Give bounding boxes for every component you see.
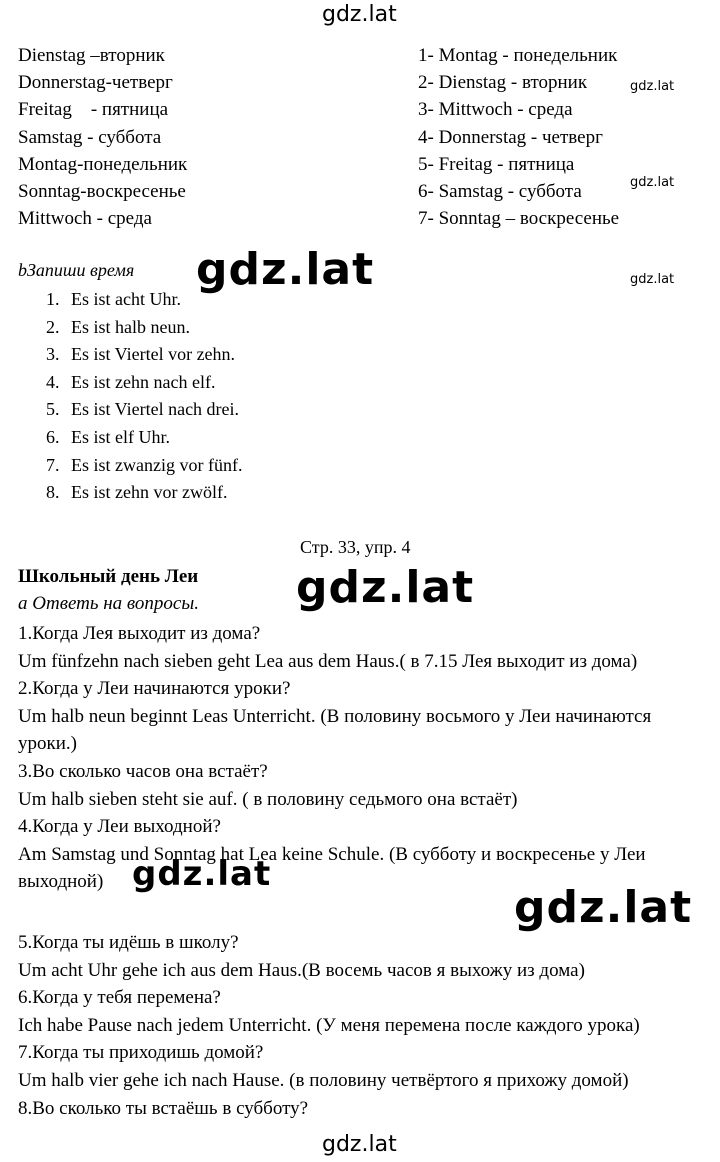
qa-line: Um halb sieben steht sie auf. ( в половину седьмого она встаёт) [18, 788, 518, 810]
watermark-large-2: gdz.lat [296, 562, 475, 613]
time-list [46, 286, 242, 507]
day-right-6: 6- Samstag - суббота [418, 181, 582, 203]
time-item-number: 2. [46, 316, 60, 337]
time-item-text: Es ist elf Uhr. [71, 426, 170, 447]
watermark-top: gdz.lat [322, 2, 397, 27]
time-item-text: Es ist Viertel nach drei. [71, 399, 240, 420]
day-left-4: Samstag - суббота [18, 126, 162, 148]
qa-line: 7.Когда ты приходишь домой? [18, 1042, 264, 1064]
time-item-text: Es ist acht Uhr. [71, 289, 181, 309]
time-item [46, 396, 242, 424]
day-left-6: Sonntag-воскресенье [18, 181, 186, 203]
time-item [46, 286, 242, 314]
qa-line: 2.Когда у Леи начинаются уроки? [18, 678, 291, 700]
time-item [46, 424, 242, 452]
watermark-small-3: gdz.lat [630, 272, 675, 287]
qa-line: Um fünfzehn nach sieben geht Lea aus dem Haus.( в 7.15 Лея выходит из дома) [18, 650, 638, 672]
day-right-3: 3- Mittwoch - среда [418, 99, 573, 121]
watermark-bottom: gdz.lat [322, 1132, 397, 1157]
qa-line: 4.Когда у Леи выходной? [18, 816, 221, 838]
qa-line: 6.Когда у тебя перемена? [18, 987, 221, 1009]
qa-line: Um halb vier gehe ich nach Hause. (в половину четвёртого я прихожу домой) [18, 1069, 629, 1091]
day-right-1: 1- Montag - понедельник [418, 45, 618, 66]
time-item [46, 314, 242, 342]
day-right-2: 2- Dienstag - вторник [418, 72, 588, 94]
spacer [18, 896, 714, 929]
day-right-7: 7- Sonntag – воскресенье [418, 208, 620, 230]
qa-line: Um halb neun beginnt Leas Unterricht. (В половину восьмого у Леи начинаются уроки.) [18, 705, 652, 755]
time-item-number: 4. [46, 371, 60, 392]
time-item-number: 6. [46, 426, 60, 447]
day-left-3: Freitag - пятница [18, 99, 169, 121]
time-section-heading: bЗапиши время [18, 260, 135, 280]
day-left-7: Mittwoch - среда [18, 208, 152, 230]
time-item [46, 479, 242, 507]
questions-answers [18, 620, 714, 1122]
time-item-number: 5. [46, 399, 60, 420]
time-item [46, 452, 242, 480]
days-left-column [18, 42, 187, 232]
watermark-large-4: gdz.lat [514, 882, 693, 933]
day-left-1: Dienstag –вторник [18, 45, 165, 66]
section-subtitle: a Ответь на вопросы. [18, 593, 199, 614]
qa-line: 5.Когда ты идёшь в школу? [18, 931, 239, 953]
days-right-column [418, 42, 619, 232]
day-left-5: Montag-понедельник [18, 153, 188, 175]
qa-line: 3.Во сколько часов она встаёт? [18, 760, 268, 782]
time-item-text: Es ist halb neun. [71, 316, 190, 337]
qa-line: Ich habe Pause nach jedem Unterricht. (У меня перемена после каждого урока) [18, 1014, 640, 1036]
qa-line: Um acht Uhr gehe ich aus dem Haus.(В восемь часов я выхожу из дома) [18, 959, 585, 981]
qa-line: Am Samstag und Sonntag hat Lea keine Schule. (В субботу и воскресенье у Леи выходной) [18, 843, 646, 893]
time-item [46, 369, 242, 397]
time-item-number: 3. [46, 344, 60, 365]
time-item-text: Es ist zehn vor zwölf. [71, 482, 228, 503]
time-item-number: 8. [46, 482, 60, 503]
time-item-number: 1. [46, 289, 60, 309]
day-left-2: Donnerstag-четверг [18, 72, 173, 94]
day-right-5: 5- Freitag - пятница [418, 153, 575, 175]
time-item-text: Es ist zehn nach elf. [71, 371, 216, 392]
time-item-text: Es ist zwanzig vor fünf. [71, 454, 243, 475]
watermark-large-3: gdz.lat [132, 854, 272, 894]
watermark-large-1: gdz.lat [196, 244, 375, 295]
watermark-small-2: gdz.lat [630, 175, 675, 190]
watermark-small-1: gdz.lat [630, 79, 675, 94]
qa-line: 1.Когда Лея выходит из дома? [18, 623, 261, 644]
section-title: Школьный день Леи [18, 566, 199, 587]
time-item [46, 341, 242, 369]
qa-line: 8.Во сколько ты встаёшь в субботу? [18, 1097, 309, 1119]
day-right-4: 4- Donnerstag - четверг [418, 126, 603, 148]
time-item-number: 7. [46, 454, 60, 475]
page-reference: Стр. 33, упр. 4 [300, 537, 411, 557]
time-item-text: Es ist Viertel vor zehn. [71, 344, 236, 365]
